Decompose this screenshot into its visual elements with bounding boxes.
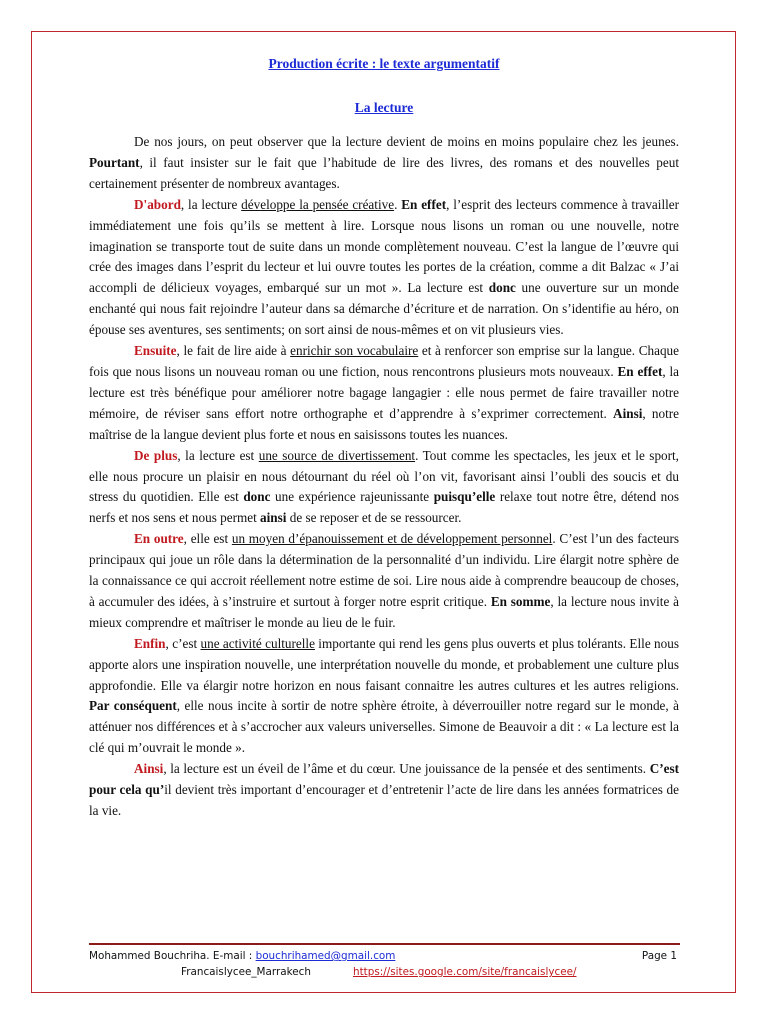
text-run: , la lecture est	[177, 447, 259, 463]
paragraph	[89, 634, 679, 759]
keyword: Ainsi	[613, 405, 643, 421]
text-run: . Tout comme les spectacles, les jeux et le sport, elle nous procure un plaisir en nous détournant du réel où l’on vit, favorisant ainsi l’oubli des soucis et du stress du quotidien. Elle est	[89, 447, 679, 505]
text-run: , la lecture nous invite à mieux comprendre et maîtriser le monde au lieu de le fuir.	[89, 593, 679, 630]
document-content	[89, 56, 679, 822]
text-run: .	[394, 196, 402, 212]
argument-underlined: développe la pensée créative	[241, 196, 395, 212]
keyword: En effet	[401, 196, 447, 212]
paragraph	[89, 341, 679, 446]
keyword: C’est pour cela qu’	[89, 761, 679, 798]
text-run: , le fait de lire aide à	[176, 343, 291, 359]
paragraph-connector: De plus	[134, 447, 178, 463]
text-run: de se reposer et de se ressourcer.	[286, 510, 462, 526]
paragraph-connector: Ensuite	[134, 343, 177, 359]
footer-author: Mohammed Bouchriha. E-mail :	[89, 950, 256, 962]
document-body	[89, 132, 679, 822]
keyword: puisqu’elle	[433, 489, 496, 505]
text-run: , la lecture	[180, 196, 242, 212]
text-run: , il faut insister sur le fait que l’habitude de lire des livres, des romans et des nouvelles peut certainement présenter de nombreux avantages.	[89, 154, 679, 191]
keyword: ainsi	[260, 510, 287, 526]
text-run: , elle est	[183, 531, 232, 547]
text-run: . C’est l’un des facteurs principaux qui joue un rôle dans la détermination de la personnalité d’un individu. Lire élargit notre sphère de la connaissance ce qui accroit réellement notre estime de soi. Lire nous aide à comprendre beaucoup de choses, à accumuler des idées, à s’instruire et surtout à forger notre esprit critique.	[89, 531, 679, 609]
keyword: En effet	[617, 363, 663, 379]
argument-underlined: enrichir son vocabulaire	[290, 343, 419, 359]
footer-divider	[89, 943, 680, 945]
keyword: Pourtant	[89, 154, 140, 170]
document-subtitle: La lecture	[354, 100, 414, 115]
text-run: , notre maîtrise de la langue devient plus forte et nous en saisissons toutes les nuances.	[89, 405, 679, 442]
page-number: Page 1	[641, 950, 677, 962]
footer-site-link[interactable]: https://sites.google.com/site/francaislycee/	[353, 966, 577, 978]
text-run: , la lecture est très bénéfique pour améliorer notre bagage langagier : elle nous permet de faire travailler notre mémoire, de réviser sans effort notre orthographe et d’apprendre à s’exprimer correctement.	[89, 363, 679, 421]
paragraph	[89, 132, 679, 195]
text-run: , c’est	[165, 635, 201, 651]
paragraph	[89, 529, 679, 634]
text-run: importante qui rend les gens plus ouverts et plus tolérants. Elle nous apporte alors une inspiration nouvelle, une interprétation nouvelle du monde, et probablement une culture plus approfondie. Elle va élargir notre horizon en nous faisant connaitre les autres cultures et les autres religions.	[89, 635, 679, 693]
paragraph-connector: En outre	[134, 531, 184, 547]
text-run: il devient très important d’encourager et d’entretenir l’acte de lire dans les années formatrices de la vie.	[89, 782, 679, 818]
footer-email-link[interactable]: bouchrihamed@gmail.com	[255, 950, 396, 962]
text-run: De nos jours, on peut observer que la lecture devient de moins en moins populaire chez les jeunes.	[134, 134, 679, 149]
text-run: , l’esprit des lecteurs commence à travailler immédiatement une fois qu’ils se mettent à lire. Lorsque nous lisons un roman ou une nouvelle, notre imagination se transporte tout de suite dans un monde complètement nouveau. C’est la langue de l’œuvre qui crée des images dans l’esprit du lecteur et lui ouvre toutes les portes de la création, comme a dit Balzac « J’ai accompli de délicieux voyages, embarqué sur un mot ». La lecture est	[89, 196, 680, 296]
paragraph	[89, 446, 679, 530]
keyword: donc	[243, 489, 271, 505]
text-run: , elle nous incite à sortir de notre sphère étroite, à déverrouiller notre regard sur le monde, à atténuer nos différences et à s’accrocher aux valeurs universelles. Simone de Beauvoir a dit : « La lecture est la clé qui m’ouvrait le monde ».	[89, 698, 679, 756]
text-run: une ouverture sur un monde enchanté qui nous fait rejoindre l’auteur dans sa démarche d’écriture et de narration. On s’identifie au héro, on épouse ses aventures, ses sentiments; on sort ainsi de nous-mêmes et on vit plusieurs vies.	[89, 280, 679, 338]
keyword: En somme	[490, 593, 551, 609]
keyword: donc	[488, 280, 516, 296]
argument-underlined: une activité culturelle	[200, 635, 315, 651]
footer	[89, 950, 680, 982]
document-title: Production écrite : le texte argumentatif	[268, 56, 500, 71]
argument-underlined: une source de divertissement	[258, 447, 416, 463]
paragraph-connector: Ainsi	[134, 761, 164, 777]
text-run: relaxe tout notre être, détend nos nerfs et nos sens et nous permet	[89, 489, 679, 526]
keyword: Par conséquent	[89, 698, 177, 714]
argument-underlined: un moyen d’épanouissement et de développement personnel	[231, 531, 553, 547]
paragraph	[89, 759, 679, 822]
footer-site-name: Francaislycee_Marrakech	[181, 966, 311, 978]
text-run: , la lecture est un éveil de l’âme et du cœur. Une jouissance de la pensée et des sentiments.	[163, 761, 650, 777]
paragraph	[89, 195, 679, 341]
text-run: et à renforcer son emprise sur la langue. Chaque fois que nous lisons un nouveau roman ou une fiction, nous rencontrons plusieurs mots nouveaux.	[89, 343, 679, 379]
paragraph-connector: Enfin	[134, 635, 166, 651]
paragraph-connector: D'abord	[134, 196, 181, 212]
text-run: une expérience rajeunissante	[270, 489, 434, 505]
